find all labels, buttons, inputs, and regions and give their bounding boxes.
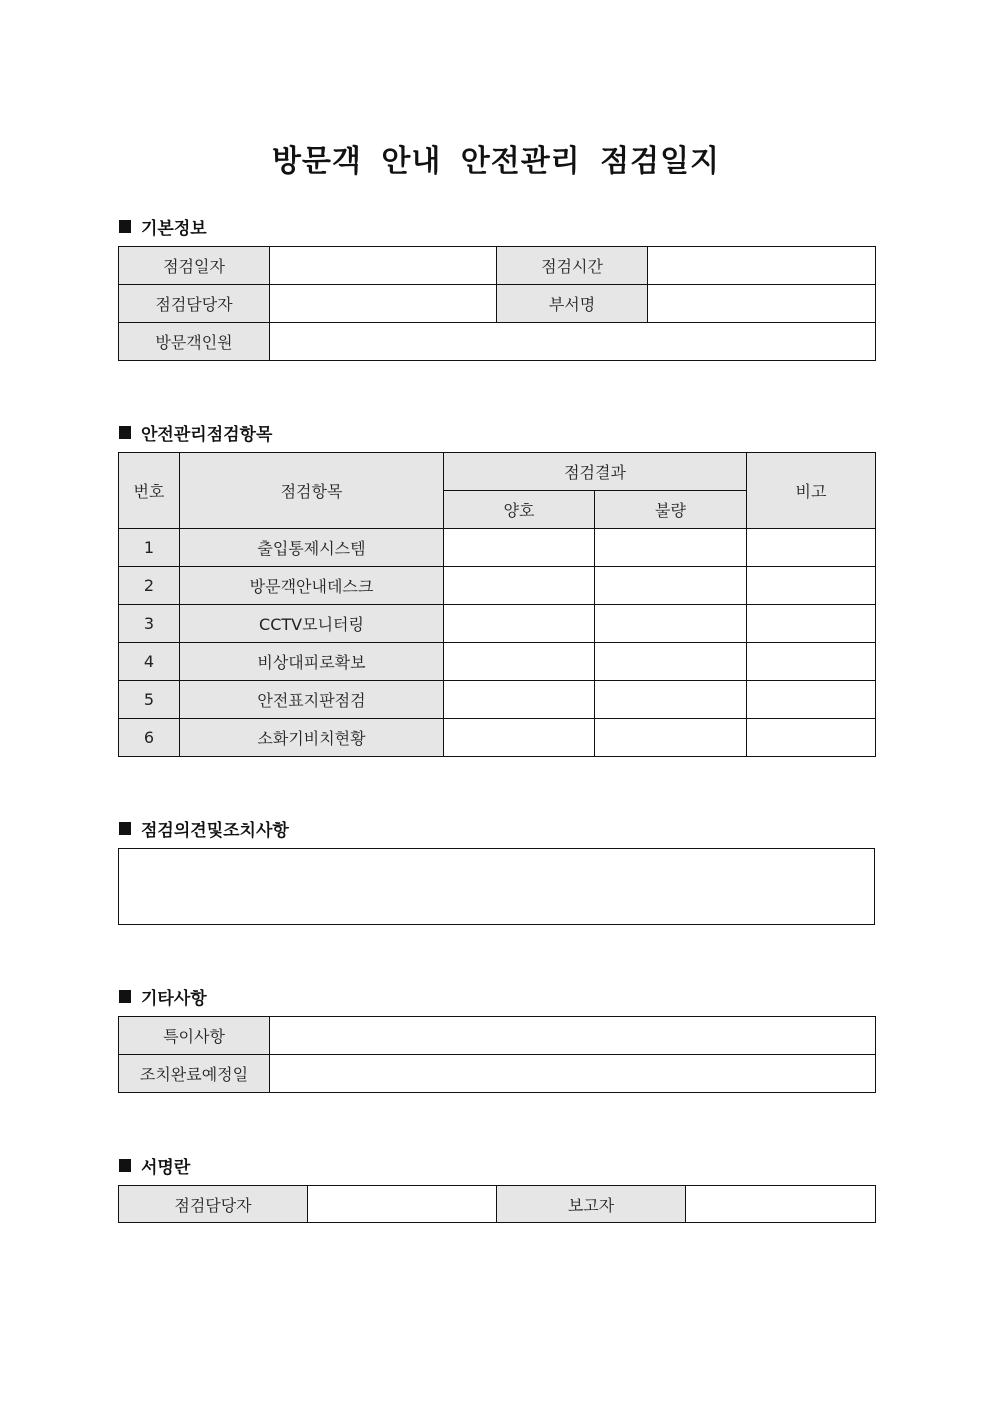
section-heading-signature (119, 1153, 190, 1178)
department-label: 부서명 (497, 285, 648, 323)
row-no: 5 (119, 681, 180, 719)
section-heading-basic-info (119, 214, 207, 239)
square-bullet-icon (119, 220, 131, 233)
header-item: 점검항목 (180, 453, 444, 529)
row-item: 방문객안내데스크 (180, 567, 444, 605)
square-bullet-icon (119, 426, 131, 439)
checklist-table (118, 452, 876, 757)
row-item: 안전표지판점검 (180, 681, 444, 719)
square-bullet-icon (119, 822, 131, 835)
section-heading-label: 기타사항 (141, 989, 207, 1009)
bad-cell[interactable] (595, 605, 747, 643)
square-bullet-icon (119, 990, 131, 1003)
header-remark: 비고 (747, 453, 876, 529)
completion-date-label: 조치완료예정일 (119, 1055, 270, 1093)
square-bullet-icon (119, 1159, 131, 1172)
reporter-sign-label: 보고자 (497, 1186, 686, 1223)
inspector-label: 점검담당자 (119, 285, 270, 323)
visitor-count-label: 방문객인원 (119, 323, 270, 361)
row-no: 2 (119, 567, 180, 605)
row-item: 출입통제시스템 (180, 529, 444, 567)
visitor-count-field[interactable] (270, 323, 876, 361)
department-field[interactable] (648, 285, 876, 323)
special-notes-field[interactable] (270, 1017, 876, 1055)
good-cell[interactable] (444, 681, 595, 719)
good-cell[interactable] (444, 605, 595, 643)
other-table (118, 1016, 876, 1093)
row-item: 소화기비치현황 (180, 719, 444, 757)
good-cell[interactable] (444, 567, 595, 605)
row-no: 1 (119, 529, 180, 567)
section-heading-label: 안전관리점검항목 (141, 425, 273, 445)
bad-cell[interactable] (595, 719, 747, 757)
inspector-sign-field[interactable] (308, 1186, 497, 1223)
table-row (119, 681, 876, 719)
table-row (119, 529, 876, 567)
reporter-sign-field[interactable] (686, 1186, 876, 1223)
special-notes-label: 특이사항 (119, 1017, 270, 1055)
good-cell[interactable] (444, 529, 595, 567)
header-no: 번호 (119, 453, 180, 529)
header-good: 양호 (444, 491, 595, 529)
remark-cell[interactable] (747, 681, 876, 719)
header-bad: 불량 (595, 491, 747, 529)
section-heading-opinion (119, 816, 289, 841)
table-row (119, 605, 876, 643)
bad-cell[interactable] (595, 567, 747, 605)
good-cell[interactable] (444, 719, 595, 757)
header-result: 점검결과 (444, 453, 747, 491)
basic-info-table (118, 246, 876, 361)
section-heading-other (119, 984, 207, 1009)
inspector-field[interactable] (270, 285, 497, 323)
inspection-time-label: 점검시간 (497, 247, 648, 285)
row-no: 4 (119, 643, 180, 681)
row-item: CCTV모니터링 (180, 605, 444, 643)
completion-date-field[interactable] (270, 1055, 876, 1093)
remark-cell[interactable] (747, 643, 876, 681)
bad-cell[interactable] (595, 643, 747, 681)
remark-cell[interactable] (747, 605, 876, 643)
section-heading-label: 서명란 (141, 1158, 191, 1178)
section-heading-label: 점검의견및조치사항 (141, 821, 289, 841)
inspection-date-field[interactable] (270, 247, 497, 285)
inspection-time-field[interactable] (648, 247, 876, 285)
inspection-date-label: 점검일자 (119, 247, 270, 285)
document-title: 방문객 안내 안전관리 점검일지 (271, 144, 721, 179)
table-row (119, 643, 876, 681)
section-heading-label: 기본정보 (141, 219, 207, 239)
good-cell[interactable] (444, 643, 595, 681)
inspector-sign-label: 점검담당자 (119, 1186, 308, 1223)
bad-cell[interactable] (595, 529, 747, 567)
row-item: 비상대피로확보 (180, 643, 444, 681)
table-row (119, 567, 876, 605)
opinion-textarea[interactable] (118, 848, 875, 925)
row-no: 3 (119, 605, 180, 643)
section-heading-checklist (119, 420, 272, 445)
bad-cell[interactable] (595, 681, 747, 719)
table-row (119, 719, 876, 757)
row-no: 6 (119, 719, 180, 757)
remark-cell[interactable] (747, 529, 876, 567)
remark-cell[interactable] (747, 567, 876, 605)
signature-table (118, 1185, 876, 1223)
remark-cell[interactable] (747, 719, 876, 757)
